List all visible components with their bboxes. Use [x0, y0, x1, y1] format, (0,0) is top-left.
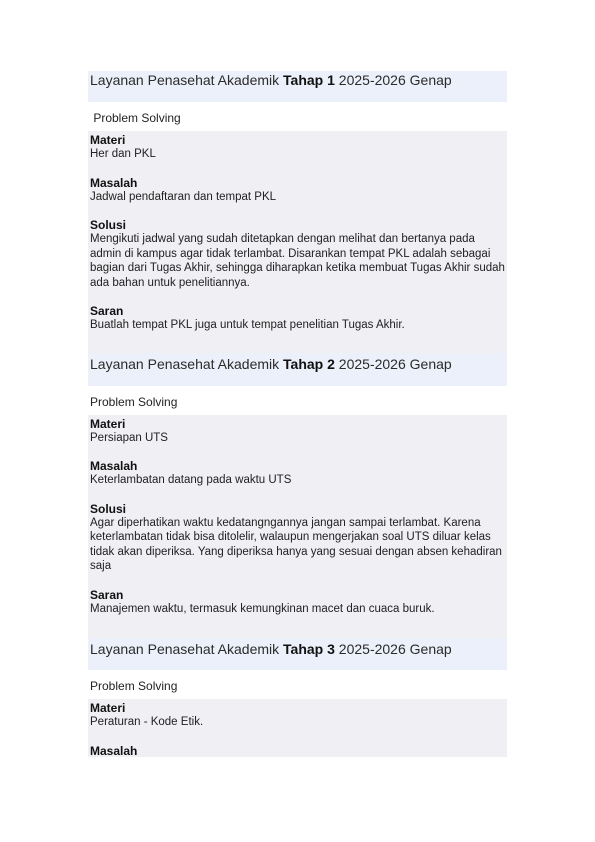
section-title-1: [88, 71, 507, 102]
subtitle-text: Problem Solving: [90, 679, 178, 693]
field-text: Jadwal pendaftaran dan tempat PKL: [90, 190, 277, 203]
subtitle-text: Problem Solving: [90, 111, 181, 125]
field-label: Materi: [90, 416, 126, 431]
field-label: Masalah: [90, 743, 138, 757]
document-content: [88, 71, 507, 757]
field-text: Buatlah tempat PKL juga untuk tempat penelitian Tugas Akhir.: [90, 319, 405, 331]
subtitle-text: Problem Solving: [90, 394, 178, 409]
section-subtitle-2: [88, 386, 507, 415]
section-panel-3: [88, 699, 507, 757]
field-solusi: [90, 218, 505, 304]
field-label: Saran: [90, 587, 124, 602]
field-label: Masalah: [90, 175, 138, 190]
field-masalah: [90, 744, 505, 758]
field-label: Solusi: [90, 501, 127, 516]
section-subtitle-1: [88, 102, 507, 131]
field-text: Agar diperhatikan waktu kedatangngannya jangan sampai terlambat. Karena keterlambatan tidak bisa ditolelir, walaupun mengerjakan soal UTS diluar kelas tidak akan diperiksa. Yang diperiksa hanya yang sesuai dengan absen kehadiran saja: [90, 516, 502, 572]
field-masalah: [90, 459, 505, 502]
title-prefix: Layanan Penasehat Akademik: [90, 72, 284, 88]
field-text: Mengikuti jadwal yang sudah ditetapkan dengan melihat dan bertanya pada admin di kampus agar tidak terlambat. Disarankan tempat PKL adalah sebagai bagian dari Tugas Akhir, sehingga diharapkan ketika membuat Tugas Akhir sudah ada bahan untuk penelitiannya.: [90, 233, 505, 289]
title-suffix: 2025-2026 Genap: [334, 355, 452, 372]
field-label: Solusi: [90, 218, 127, 232]
title-prefix: Layanan Penasehat Akademik: [90, 641, 284, 657]
title-suffix: 2025-2026 Genap: [334, 72, 452, 88]
title-prefix: Layanan Penasehat Akademik: [90, 355, 284, 372]
field-saran: [90, 588, 505, 639]
field-materi: [90, 701, 505, 744]
field-saran: [90, 304, 505, 353]
field-solusi: [90, 502, 505, 588]
field-label: Masalah: [90, 459, 138, 473]
tahap-label: Tahap 1: [283, 72, 335, 88]
field-label: Materi: [90, 701, 126, 715]
tahap-label: Tahap 2: [283, 355, 335, 372]
field-text: Her dan PKL: [90, 148, 156, 160]
section-panel-1: [88, 131, 507, 353]
field-text: Keterlambatan datang pada waktu UTS: [90, 474, 292, 486]
section-title-2: [88, 353, 507, 386]
field-label: Saran: [90, 304, 124, 318]
field-text: Peraturan - Kode Etik.: [90, 716, 204, 728]
field-materi: [90, 417, 505, 460]
title-suffix: 2025-2026 Genap: [334, 641, 452, 657]
section-panel-2: [88, 415, 507, 639]
field-label: Materi: [90, 133, 126, 147]
section-title-3: [88, 638, 507, 670]
field-text: Manajemen waktu, termasuk kemungkinan macet dan cuaca buruk.: [90, 602, 435, 615]
field-text: Persiapan UTS: [90, 431, 168, 444]
tahap-label: Tahap 3: [283, 641, 335, 657]
field-masalah: [90, 176, 505, 219]
section-subtitle-3: [88, 670, 507, 699]
field-materi: [90, 133, 505, 176]
